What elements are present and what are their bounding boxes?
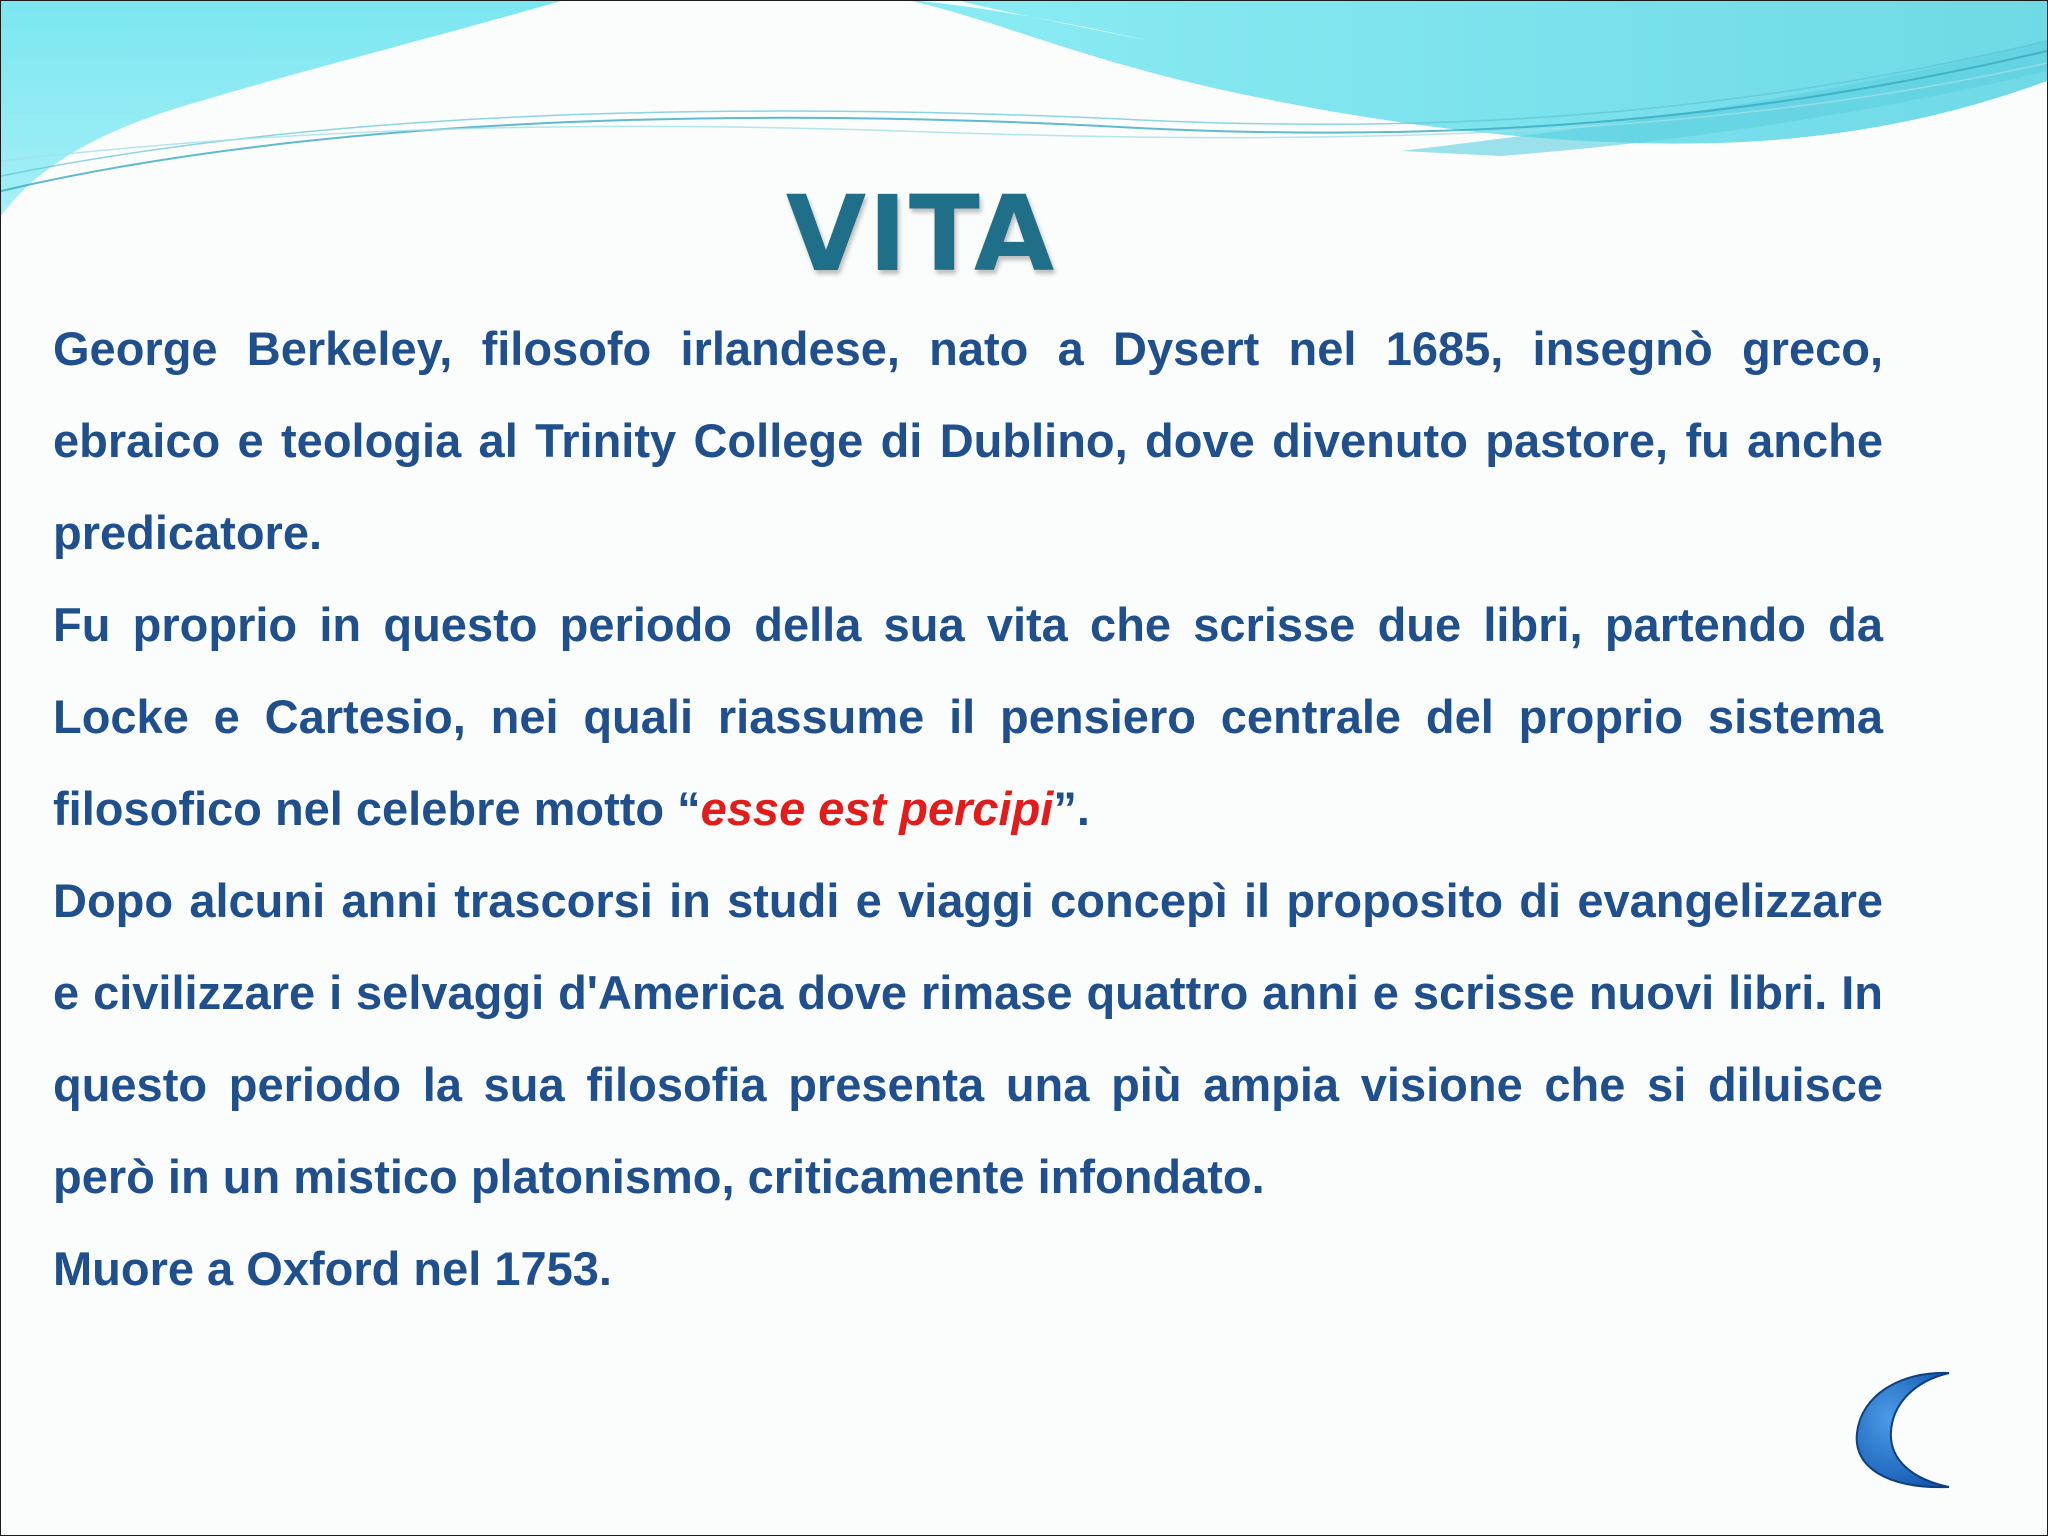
paragraph-america: Dopo alcuni anni trascorsi in studi e viaggi concepì il proposito di evangelizzare e civilizzare i selvaggi d'America dove rimase quattro anni e scrisse nuovi libri. In questo periodo la sua filosofia presenta una più ampia visione che si diluisce però in un mistico platonismo, criticamente infondato. [53, 874, 1883, 1203]
paragraph-philosophy-text: Fu proprio in questo periodo della sua vita che scrisse due libri, partendo da Locke e Cartesio, nei quali riassume il pensiero centrale del proprio sistema filosofico nel celebre motto “ [53, 598, 1883, 835]
paragraph-philosophy-end: ”. [1053, 782, 1090, 835]
paragraph-philosophy [53, 579, 1883, 855]
slide-title: VITA [785, 173, 1057, 295]
crescent-moon-icon[interactable] [1831, 1367, 1957, 1493]
paragraph-biography: George Berkeley, filosofo irlandese, nato a Dysert nel 1685, insegnò greco, ebraico e teologia al Trinity College di Dublino, dove divenuto pastore, fu anche predicatore. [53, 322, 1883, 559]
slide-body [53, 303, 1883, 1315]
motto-emphasis: esse est percipi [700, 782, 1054, 835]
paragraph-death: Muore a Oxford nel 1753. [53, 1242, 612, 1295]
